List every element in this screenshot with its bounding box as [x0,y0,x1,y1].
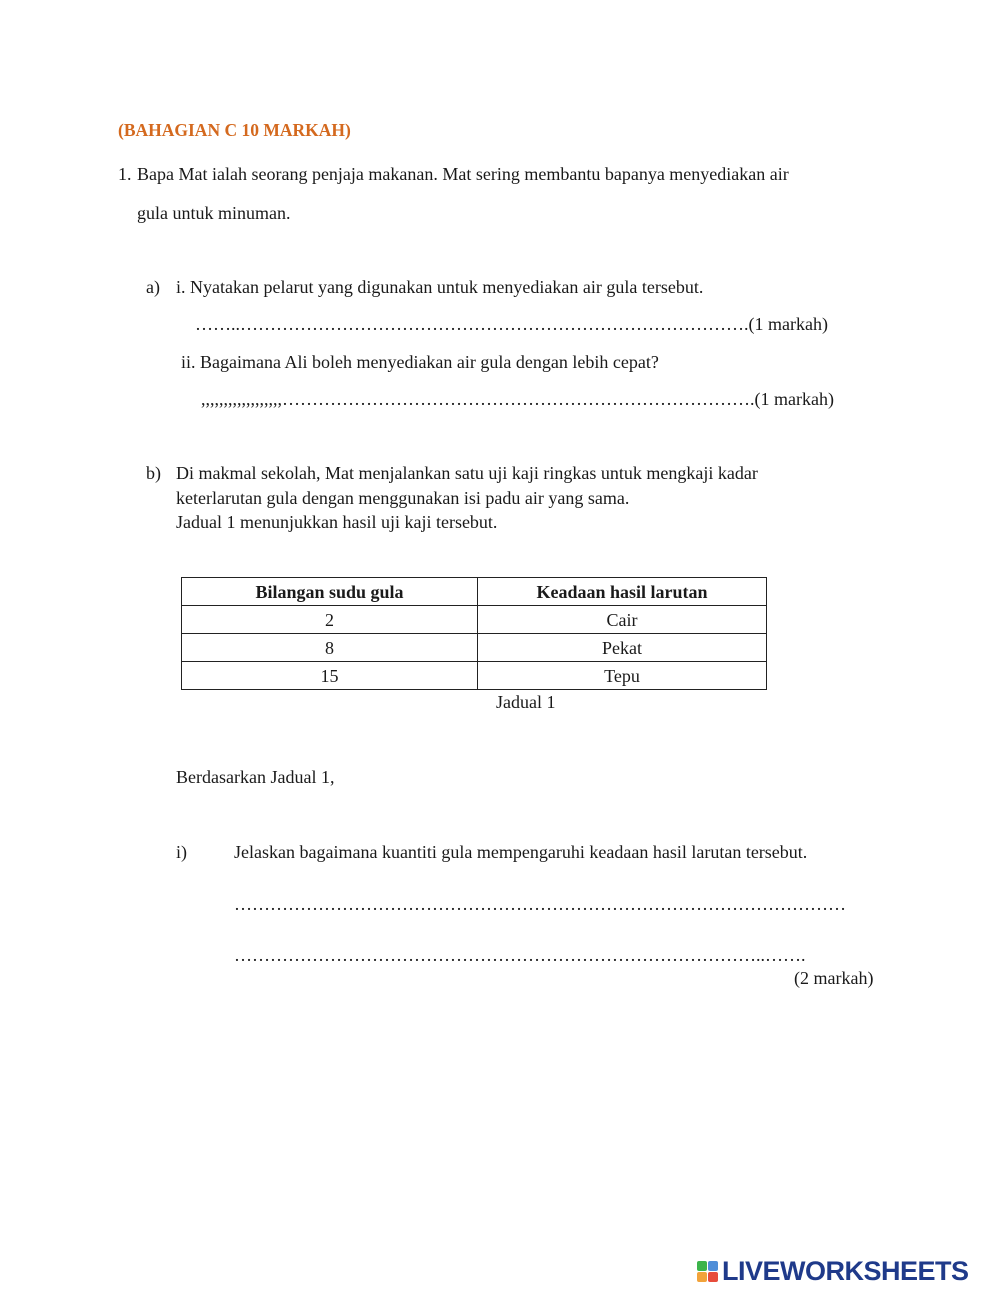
logo-square [708,1272,718,1282]
table-header-row [182,578,767,606]
part-a-ii-answer-line[interactable]: ,,,,,,,,,,,,,,,,,,…………………………………………………………………….(1 markah) [201,389,834,409]
part-a-i-question: i. Nyatakan pelarut yang digunakan untuk menyediakan air gula tersebut. [176,277,704,297]
table-cell: 15 [182,662,478,690]
part-b-text-line1: Di makmal sekolah, Mat menjalankan satu uji kaji ringkas untuk mengkaji kadar [176,463,758,483]
section-heading: (BAHAGIAN C 10 MARKAH) [118,120,351,140]
part-b-label: b) [146,463,161,483]
question-number: 1. [118,164,132,184]
part-a-label: a) [146,277,160,297]
table-cell: Tepu [478,662,767,690]
table-cell: 8 [182,634,478,662]
table-cell: 2 [182,606,478,634]
liveworksheets-logo [697,1256,969,1286]
question-stem-line2: gula untuk minuman. [137,203,291,223]
part-b-i-answer-line-2[interactable]: ……………………………………………………………………………..……. [234,945,806,965]
logo-text: LIVEWORKSHEETS [722,1255,969,1286]
logo-square [697,1272,707,1282]
part-b-i-question: Jelaskan bagaimana kuantiti gula mempengaruhi keadaan hasil larutan tersebut. [234,842,808,862]
part-b-i-label: i) [176,842,187,862]
logo-square [708,1261,718,1271]
liveworksheets-logo-icon [697,1261,718,1282]
part-a-i-answer-line[interactable]: ……..………………………………………………………………………….(1 markah) [195,314,828,334]
table-caption: Jadual 1 [496,692,556,712]
part-b-i-marks: (2 markah) [794,968,874,988]
logo-square [697,1261,707,1271]
table-header-cell: Keadaan hasil larutan [478,578,767,606]
part-b-text-line2: keterlarutan gula dengan menggunakan isi padu air yang sama. [176,488,630,508]
results-table [181,577,767,690]
question-stem-line1: Bapa Mat ialah seorang penjaja makanan. Mat sering membantu bapanya menyediakan air [137,164,789,184]
part-b-intro: Berdasarkan Jadual 1, [176,767,335,787]
table-row [182,606,767,634]
table-row [182,634,767,662]
part-a-ii-question: ii. Bagaimana Ali boleh menyediakan air gula dengan lebih cepat? [181,352,659,372]
table-cell: Pekat [478,634,767,662]
part-b-text-line3: Jadual 1 menunjukkan hasil uji kaji tersebut. [176,512,498,532]
part-b-i-answer-line-1[interactable]: ………………………………………………………………………………………… [234,894,846,914]
table-row [182,662,767,690]
table-header-cell: Bilangan sudu gula [182,578,478,606]
table-cell: Cair [478,606,767,634]
